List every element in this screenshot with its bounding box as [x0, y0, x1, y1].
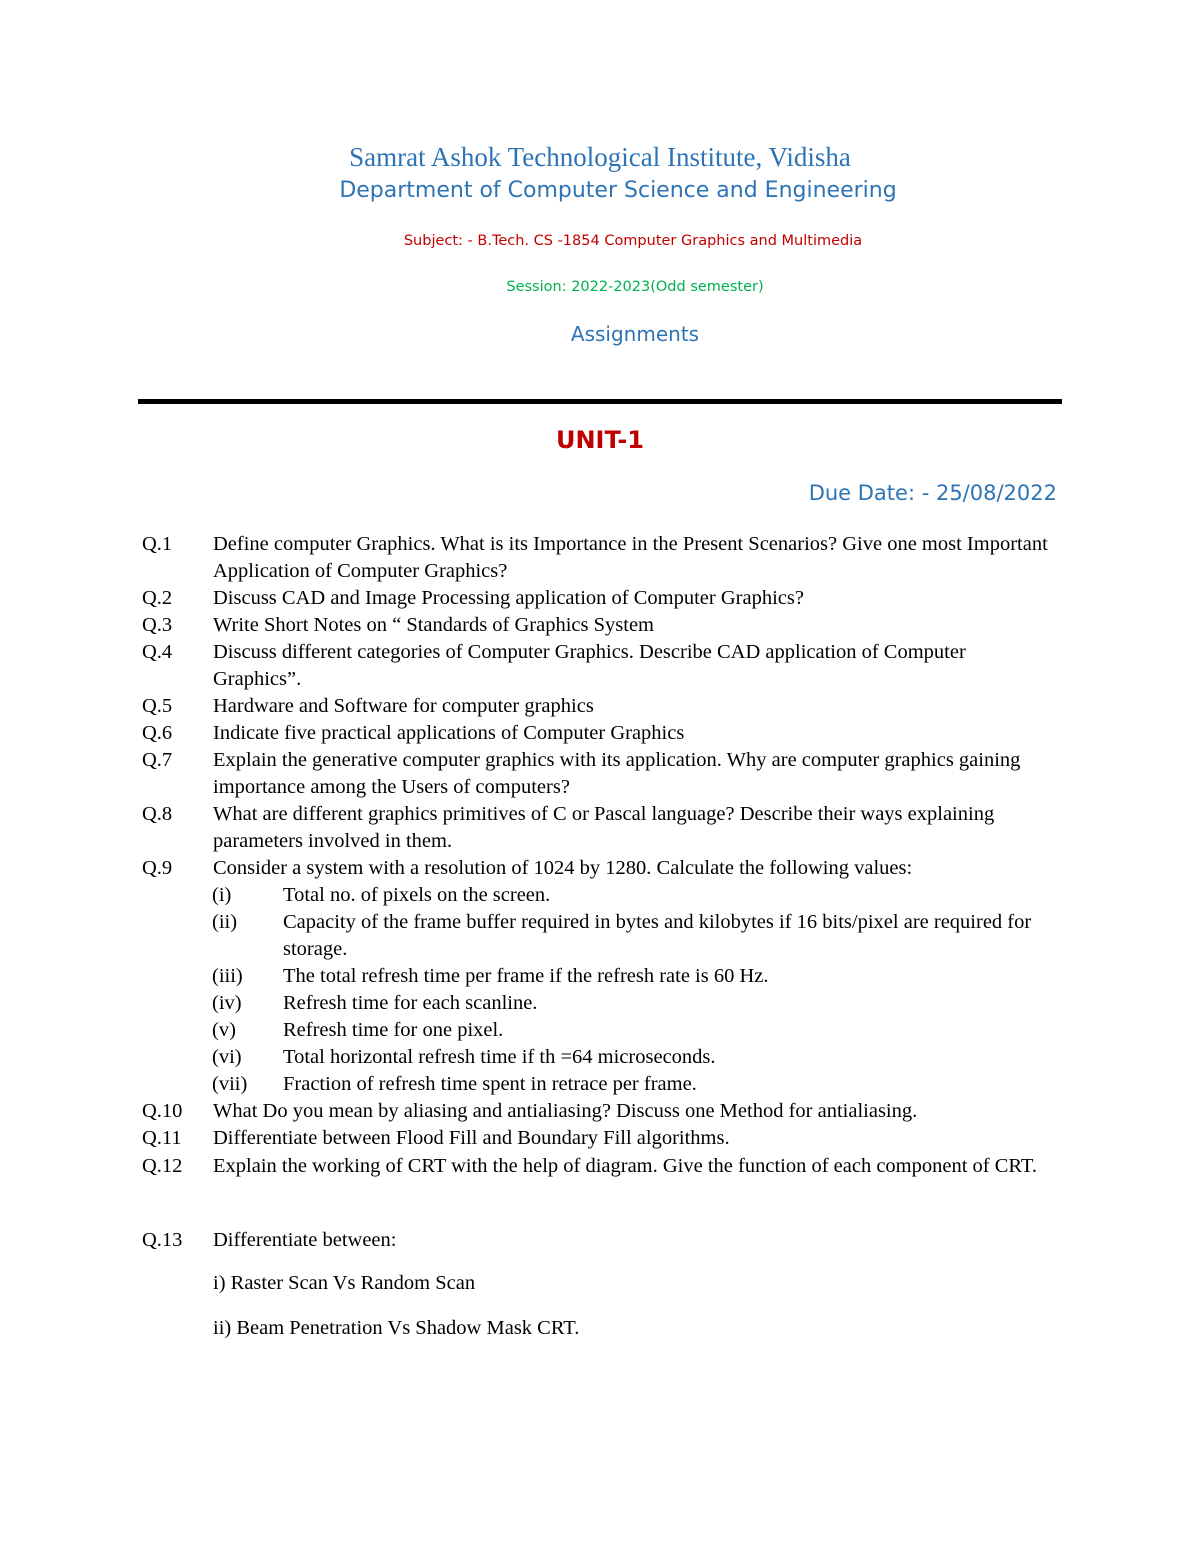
question-text: Hardware and Software for computer graphics	[213, 695, 594, 717]
question-text: Write Short Notes on “ Standards of Graphics System	[213, 614, 654, 636]
question-text: Differentiate between:	[213, 1229, 397, 1251]
question-number: Q.1	[142, 533, 173, 555]
sub-question-number: (iii)	[212, 965, 243, 987]
due-date: Due Date: - 25/08/2022	[808, 481, 1057, 505]
sub-question-text: Total horizontal refresh time if th =64 microseconds.	[283, 1046, 716, 1068]
institute-name: Samrat Ashok Technological Institute, Vidisha	[349, 142, 851, 172]
question-number: Q.10	[142, 1100, 183, 1122]
question-text: What are different graphics primitives of C or Pascal language? Describe their ways explaining parameters involved in them.	[213, 803, 995, 852]
sub-question-number: (vi)	[212, 1046, 242, 1068]
question-number: Q.3	[142, 614, 173, 636]
question-number: Q.12	[142, 1155, 183, 1177]
sub-question-text: Refresh time for each scanline.	[283, 992, 538, 1014]
sub-question-text: Refresh time for one pixel.	[283, 1019, 504, 1041]
question-text: Differentiate between Flood Fill and Boundary Fill algorithms.	[213, 1127, 730, 1149]
question-number: Q.7	[142, 749, 173, 771]
question-text: Discuss different categories of Computer Graphics. Describe CAD application of Computer Graphics”.	[213, 641, 966, 690]
sub-question-text: Fraction of refresh time spent in retrace per frame.	[283, 1073, 697, 1095]
sub-question-text: Total no. of pixels on the screen.	[283, 884, 551, 906]
question-text: Explain the generative computer graphics with its application. Why are computer graphics gaining importance among the Users of computers?	[213, 749, 1021, 798]
question-text: Explain the working of CRT with the help of diagram. Give the function of each component of CRT.	[213, 1155, 1037, 1177]
question-number: Q.9	[142, 857, 173, 879]
session-line: Session: 2022-2023(Odd semester)	[506, 279, 764, 295]
subject-line: Subject: - B.Tech. CS -1854 Computer Graphics and Multimedia	[403, 233, 863, 249]
question-text: Consider a system with a resolution of 1024 by 1280. Calculate the following values:	[213, 857, 913, 879]
sub-question-number: (iv)	[212, 992, 242, 1014]
unit-heading: UNIT-1	[555, 426, 644, 454]
department-name: Department of Computer Science and Engineering	[339, 178, 897, 203]
sub-question-number: (vii)	[212, 1073, 248, 1095]
comparison-item: ii) Beam Penetration Vs Shadow Mask CRT.	[213, 1317, 580, 1339]
sub-question-number: (ii)	[212, 911, 238, 933]
question-number: Q.5	[142, 695, 173, 717]
question-number: Q.11	[142, 1127, 182, 1149]
question-number: Q.6	[142, 722, 173, 744]
sub-question-text: The total refresh time per frame if the refresh rate is 60 Hz.	[283, 965, 769, 987]
sub-question-number: (v)	[212, 1019, 236, 1041]
question-number: Q.2	[142, 587, 173, 609]
page-title: Assignments	[570, 322, 700, 346]
question-number: Q.13	[142, 1229, 183, 1251]
question-text: Define computer Graphics. What is its Importance in the Present Scenarios? Give one most Important Application of Computer Graphics?	[213, 533, 1048, 582]
comparison-item: i) Raster Scan Vs Random Scan	[213, 1272, 476, 1294]
horizontal-divider	[138, 399, 1062, 404]
question-number: Q.8	[142, 803, 173, 825]
question-text: What Do you mean by aliasing and antialiasing? Discuss one Method for antialiasing.	[213, 1100, 918, 1122]
question-text: Indicate five practical applications of Computer Graphics	[213, 722, 685, 744]
question-text: Discuss CAD and Image Processing application of Computer Graphics?	[213, 587, 804, 609]
sub-question-number: (i)	[212, 884, 232, 906]
question-number: Q.4	[142, 641, 173, 663]
sub-question-text: Capacity of the frame buffer required in bytes and kilobytes if 16 bits/pixel are required for storage.	[283, 911, 1032, 960]
